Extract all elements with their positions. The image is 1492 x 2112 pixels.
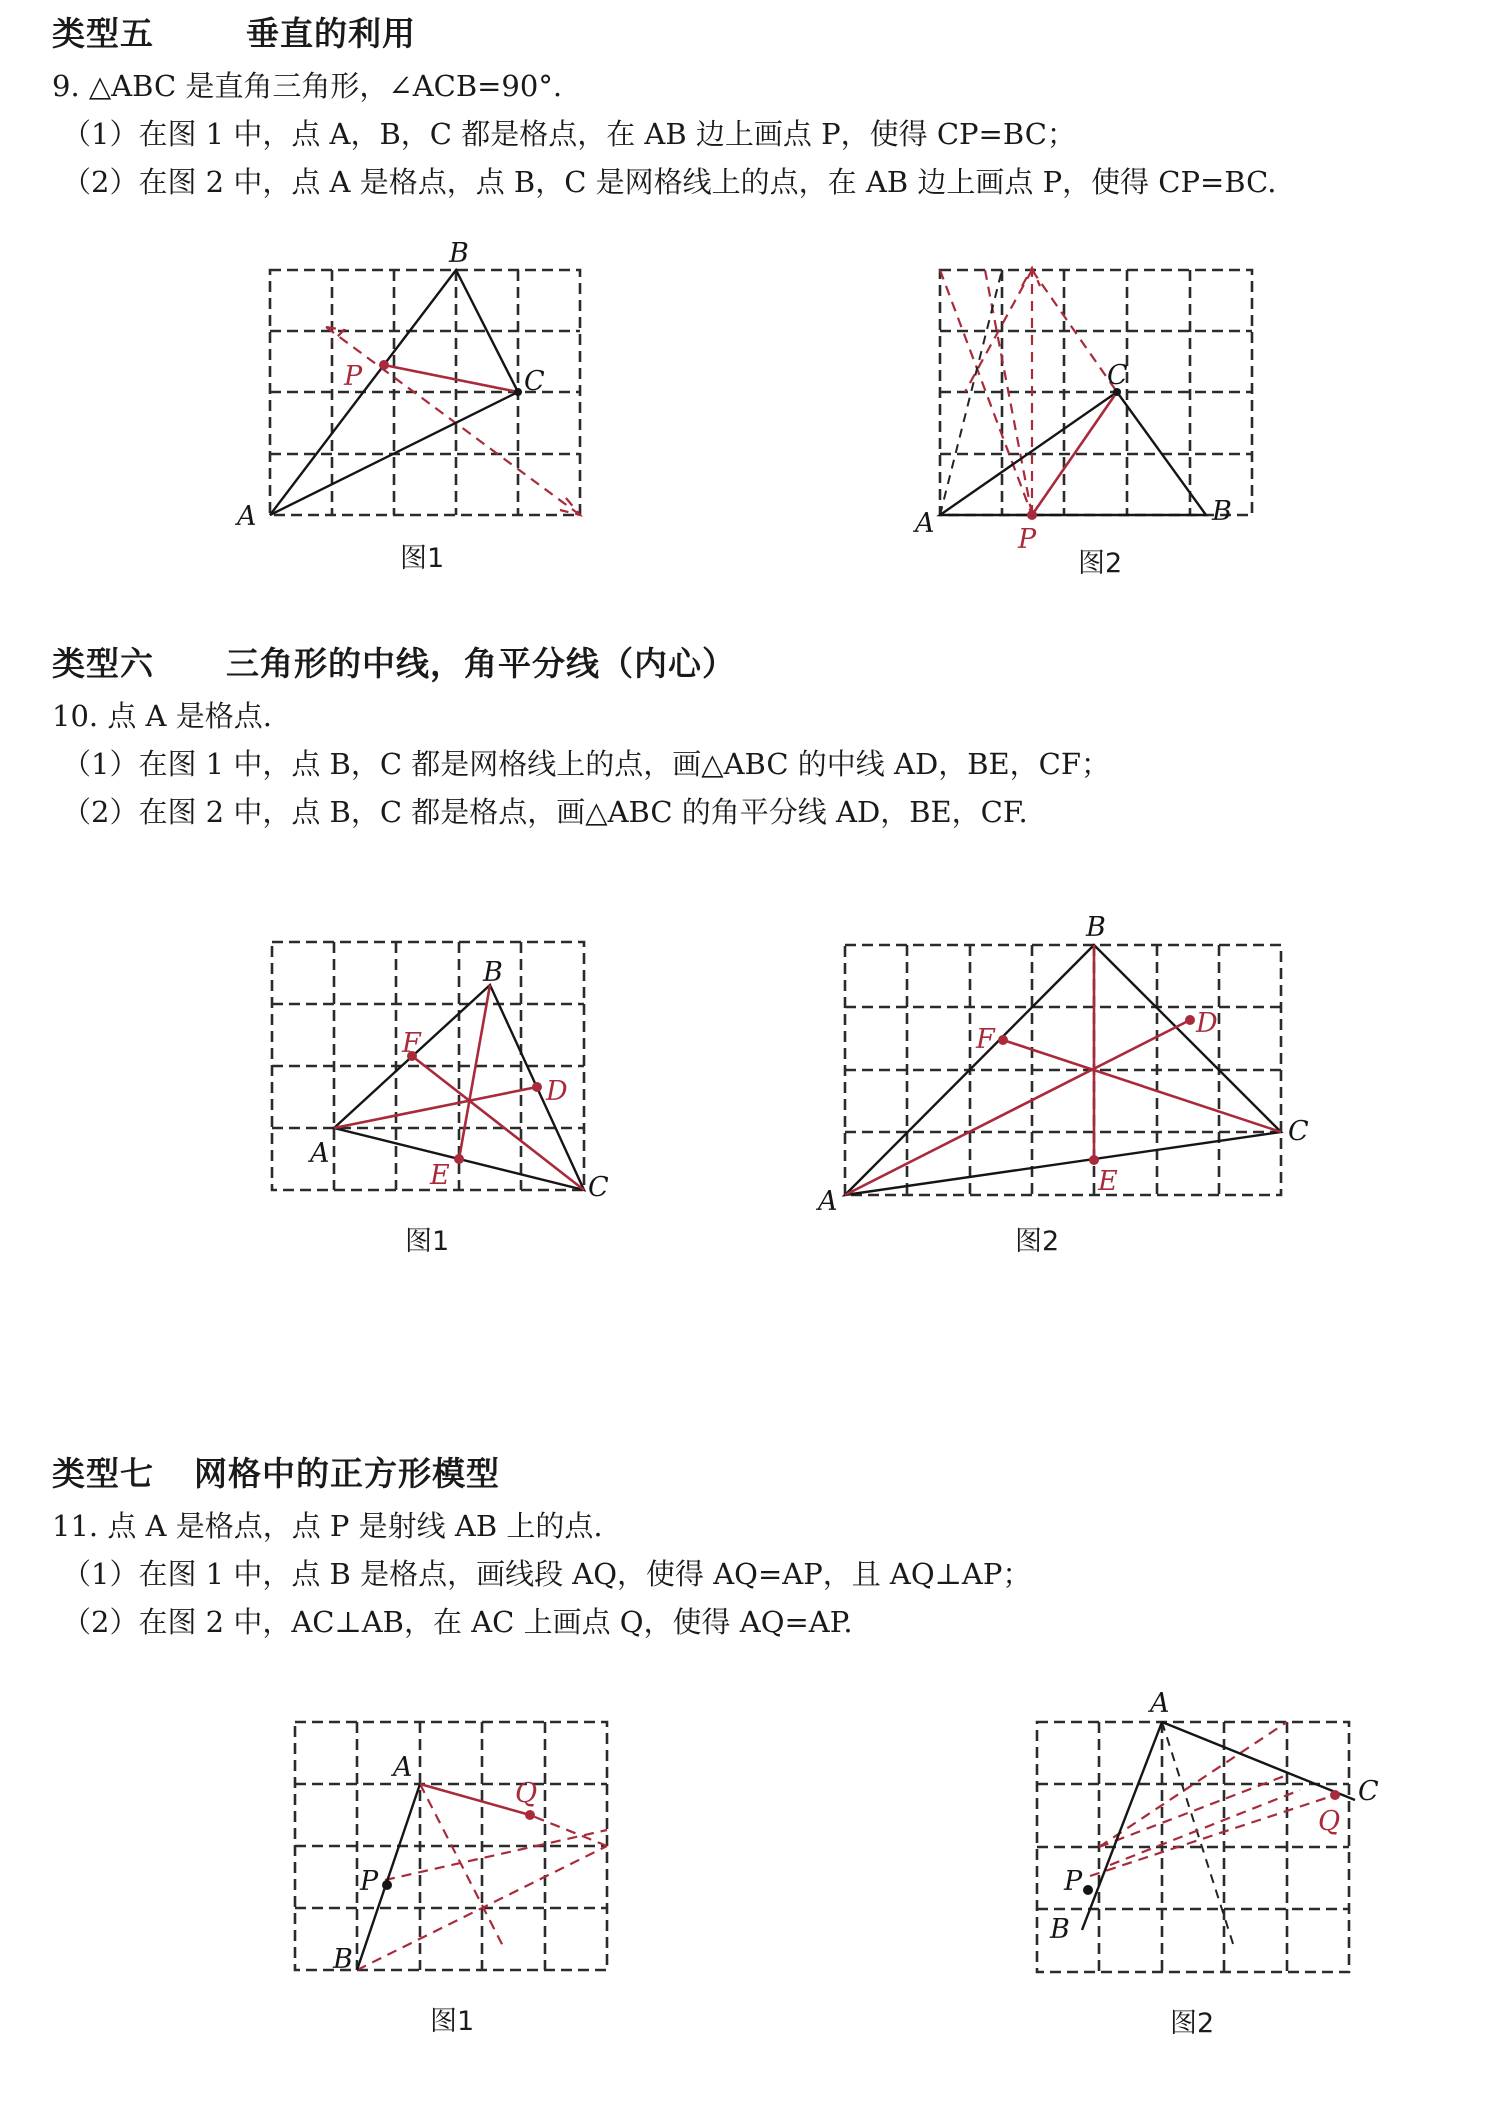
point-q	[1330, 1790, 1340, 1800]
section-title: 网格中的正方形模型	[194, 1454, 500, 1493]
label-a: A	[310, 1138, 330, 1169]
label-p: P	[344, 361, 363, 392]
construction-line	[1090, 1795, 1335, 1876]
label-b: B	[1086, 912, 1106, 943]
figure-caption: 图2	[1078, 548, 1123, 579]
label-b: B	[1050, 1914, 1070, 1945]
grid	[1037, 1722, 1349, 1972]
problem-11-stem: 11. 点 A 是格点，点 P 是射线 AB 上的点.	[52, 1509, 603, 1543]
figure-caption: 图2	[1015, 1226, 1060, 1257]
label-p: P	[1018, 524, 1037, 555]
section-type: 类型五	[52, 14, 154, 53]
figure-caption: 图1	[400, 543, 445, 574]
problem-10-part-1: （1）在图 1 中，点 B，C 都是网格线上的点，画△ABC 的中线 AD，BE，CF；	[62, 747, 1110, 781]
problem-9-part-1: （1）在图 1 中，点 A，B，C 都是格点，在 AB 边上画点 P，使得 CP=BC；	[62, 117, 1076, 151]
label-f: F	[402, 1028, 421, 1059]
label-b: B	[333, 1944, 353, 1975]
label-e: E	[1098, 1166, 1118, 1197]
label-f: F	[976, 1024, 995, 1055]
problem-9-part-2: （2）在图 2 中，点 A 是格点，点 B，C 是网格线上的点，在 AB 边上画点 P，使得 CP=BC.	[62, 165, 1277, 199]
label-q: Q	[515, 1778, 538, 1809]
line-ac	[1162, 1722, 1355, 1800]
problem-10-part-2: （2）在图 2 中，点 B，C 都是格点，画△ABC 的角平分线 AD，BE，CF.	[62, 795, 1028, 829]
label-c: C	[1358, 1776, 1379, 1807]
label-b: B	[449, 238, 469, 269]
label-a: A	[237, 501, 257, 532]
figure-caption: 图2	[1170, 2008, 1215, 2039]
ray-ab	[1082, 1722, 1162, 1930]
section-type: 类型六	[52, 644, 154, 683]
figure-caption: 图1	[430, 2006, 475, 2037]
section-type: 类型七	[52, 1454, 154, 1493]
problem-9-stem: 9. △ABC 是直角三角形，∠ACB=90°.	[52, 69, 563, 103]
label-p: P	[1064, 1866, 1083, 1897]
label-b: B	[483, 957, 503, 988]
label-a: A	[915, 508, 935, 539]
label-c: C	[1107, 360, 1128, 391]
section-title: 三角形的中线，角平分线（内心）	[226, 644, 736, 683]
label-d: D	[1196, 1008, 1218, 1039]
figure-caption: 图1	[405, 1226, 450, 1257]
label-c: C	[588, 1172, 609, 1203]
label-a: A	[818, 1186, 838, 1217]
construction-line	[1110, 1790, 1300, 1865]
label-a: A	[1150, 1688, 1170, 1719]
label-d: D	[546, 1076, 568, 1107]
problem-11-part-2: （2）在图 2 中，AC⊥AB，在 AC 上画点 Q，使得 AQ=AP.	[62, 1605, 853, 1639]
problem-10-stem: 10. 点 A 是格点.	[52, 699, 272, 733]
problem-11-part-1: （1）在图 1 中，点 B 是格点，画线段 AQ，使得 AQ=AP，且 AQ⊥AP；	[62, 1557, 1032, 1591]
label-e: E	[430, 1160, 450, 1191]
label-c: C	[524, 366, 545, 397]
label-q: Q	[1318, 1806, 1341, 1837]
label-b: B	[1212, 496, 1232, 527]
label-a: A	[393, 1752, 413, 1783]
section-title: 垂直的利用	[246, 14, 416, 53]
point-p	[1083, 1885, 1093, 1895]
label-c: C	[1288, 1116, 1309, 1147]
label-p: P	[360, 1866, 379, 1897]
